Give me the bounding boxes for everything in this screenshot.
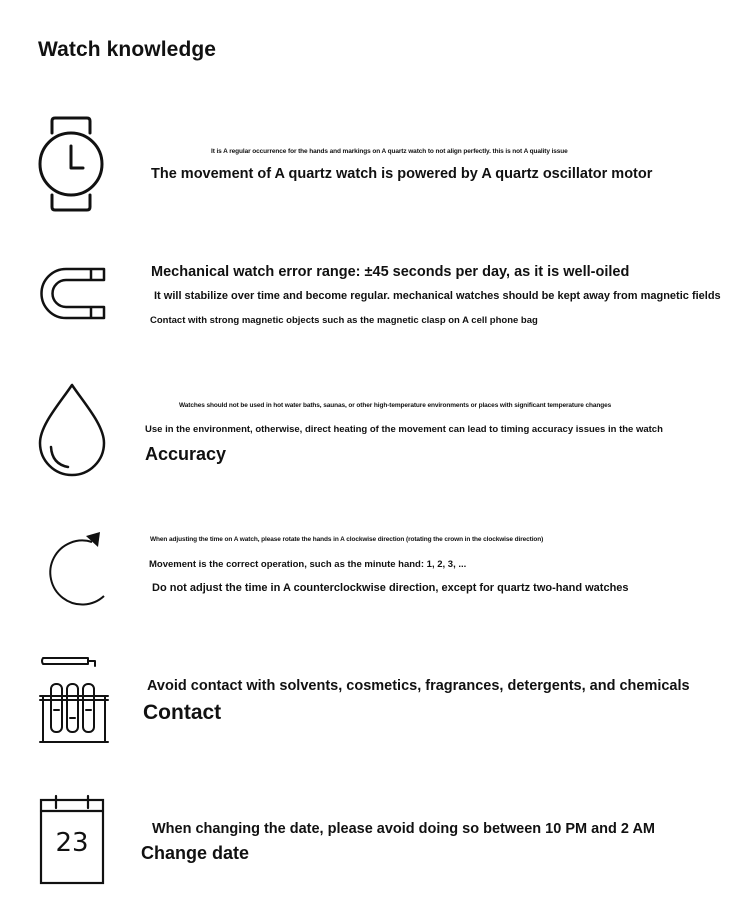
water-note-3: Accuracy <box>145 444 227 464</box>
magnet-note-3: Contact with strong magnetic objects such as the magnetic clasp on A cell phone bag <box>150 315 538 326</box>
test-tubes-icon <box>38 652 110 744</box>
clockwise-arrow-icon <box>38 528 110 604</box>
water-note-1: Watches should not be used in hot water baths, saunas, or other high-temperature environments or places with significant temperature changes <box>179 402 612 409</box>
contact-note-1: Avoid contact with solvents, cosmetics, fragrances, detergents, and chemicals <box>147 678 690 694</box>
magnet-icon <box>40 267 106 323</box>
watch-icon <box>38 116 104 212</box>
date-note-1: When changing the date, please avoid doing so between 10 PM and 2 AM <box>152 821 656 837</box>
water-note-2: Use in the environment, otherwise, direct heating of the movement can lead to timing accuracy issues in the watch <box>145 424 663 435</box>
calendar-icon <box>38 794 106 886</box>
contact-note-2: Contact <box>143 701 222 724</box>
magnet-note-1: Mechanical watch error range: ±45 seconds per day, as it is well-oiled <box>151 264 630 280</box>
magnet-note-2: It will stabilize over time and become regular. mechanical watches should be kept away from magnetic fields <box>154 290 721 302</box>
adjust-note-2: Movement is the correct operation, such as the minute hand: 1, 2, 3, ... <box>149 559 467 570</box>
watch-note-2: The movement of A quartz watch is powered by A quartz oscillator motor <box>151 166 653 182</box>
date-note-2: Change date <box>141 843 250 863</box>
adjust-note-1: When adjusting the time on A watch, please rotate the hands in A clockwise direction (rotating the crown in the clockwise direction) <box>150 536 544 543</box>
adjust-note-3: Do not adjust the time in A counterclockwise direction, except for quartz two-hand watches <box>152 582 629 594</box>
page-title: Watch knowledge <box>38 38 217 61</box>
water-drop-icon <box>38 383 106 476</box>
calendar-date-number: 23 <box>55 828 89 858</box>
watch-note-1: It is A regular occurrence for the hands and markings on A quartz watch to not align perfectly. this is not A quality issue <box>211 148 568 155</box>
